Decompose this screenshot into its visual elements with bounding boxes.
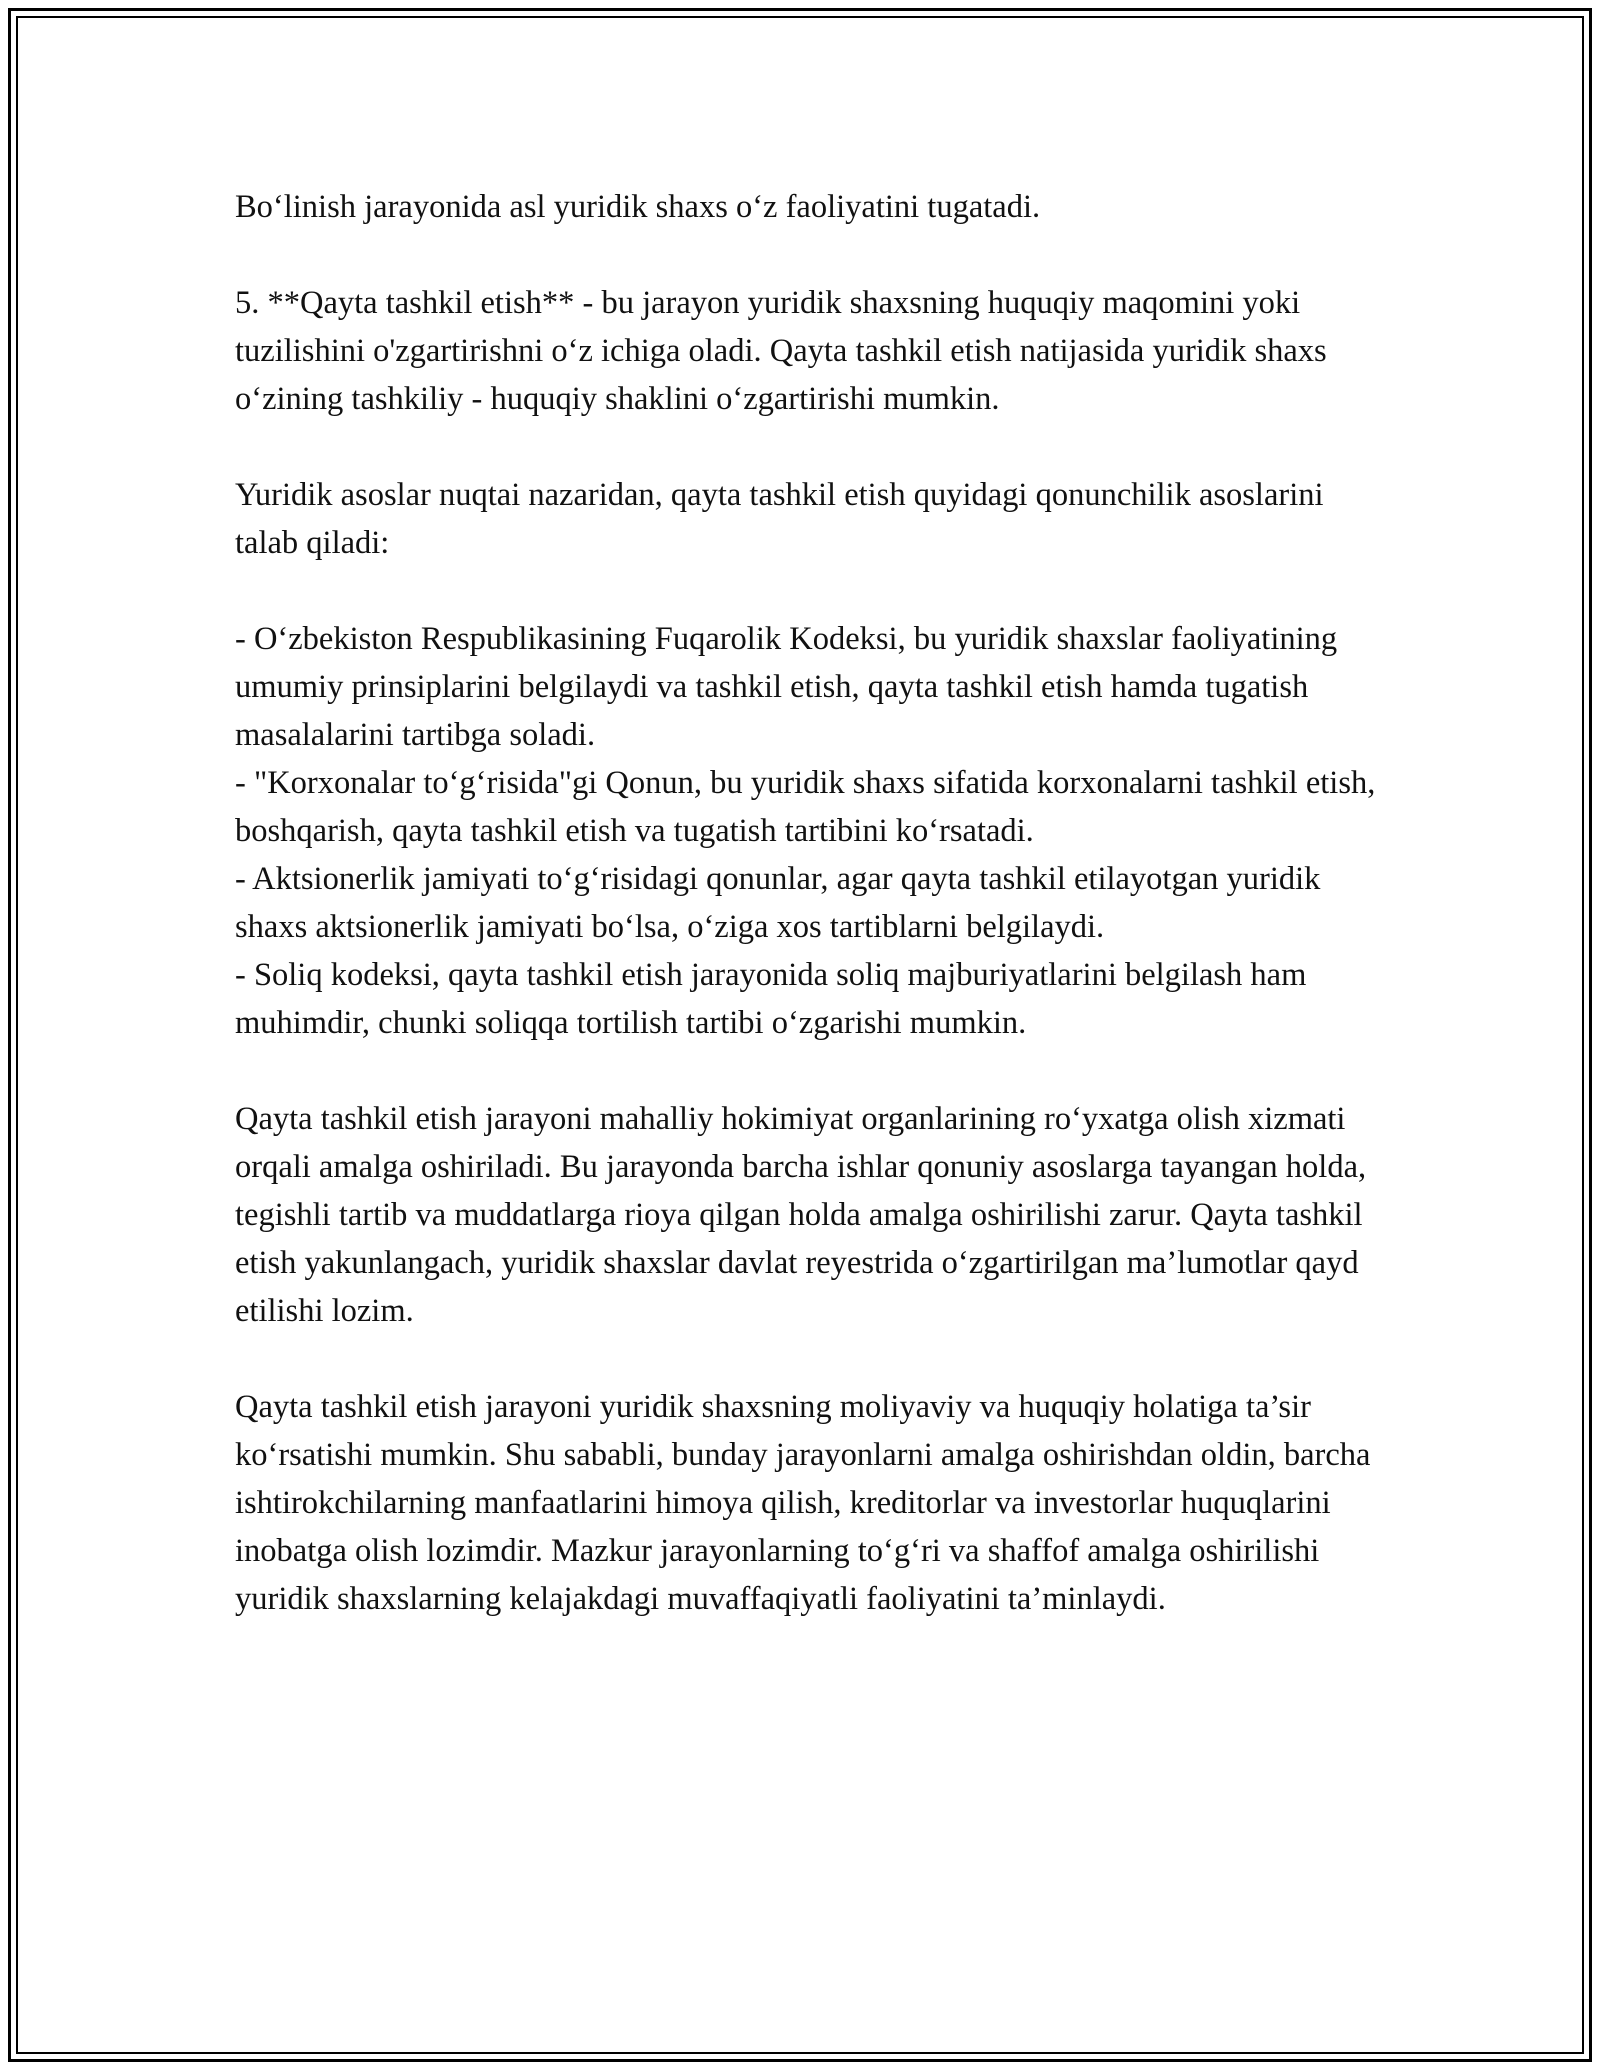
paragraph-reorganization-definition: 5. **Qayta tashkil etish** - bu jarayon yuridik shaxsning huquqiy maqomini yoki tuzilishini o'zgartirishni o‘z ichiga oladi. Qayta tashkil etish natijasida yuridik shaxs o‘zining tashkiliy - huquqiy shaklini o‘zgartirishi mumkin. [235, 285, 1335, 417]
legal-basis-list: - O‘zbekiston Respublikasining Fuqarolik Kodeksi, bu yuridik shaxslar faoliyatining umumiy prinsiplarini belgilaydi va tashkil etish, qayta tashkil etish hamda tugatish masalalarini tartibga soladi. - "Korxonalar to‘g‘risida"gi Qonun, bu yuridik shaxs sifatida korxonalarni tashkil etish, boshqarish, qayta tashkil etish va tugatish tartibini ko‘rsatadi. - Aktsionerlik jamiyati to‘g‘risidagi qonunlar, agar qayta tashkil etilayotgan yuridik shaxs aktsionerlik jamiyati bo‘lsa, o‘ziga xos tartiblarni belgilaydi. - Soliq kodeksi, qayta tashkil etish jarayonida soliq majburiyatlarini belgilash ham muhimdir, chunki soliqqa tortilish tartibi o‘zgarishi mumkin. [235, 621, 1376, 1041]
document-body [235, 183, 1385, 1623]
paragraph-legal-grounds-intro: Yuridik asoslar nuqtai nazaridan, qayta tashkil etish quyidagi qonunchilik asoslarini talab qiladi: [235, 477, 1332, 561]
paragraph-division-outcome: Bo‘linish jarayonida asl yuridik shaxs o‘z faoliyatini tugatadi. [235, 189, 1041, 225]
paragraph-spacer [235, 231, 1385, 279]
paragraph-spacer [235, 567, 1385, 615]
paragraph-spacer [235, 423, 1385, 471]
paragraph-registration-process: Qayta tashkil etish jarayoni mahalliy hokimiyat organlarining ro‘yxatga olish xizmati orqali amalga oshiriladi. Bu jarayonda barcha ishlar qonuniy asoslarga tayangan holda, tegishli tartib va muddatlarga rioya qilgan holda amalga oshirilishi zarur. Qayta tashkil etish yakunlangach, yuridik shaxslar davlat reyestrida o‘zgartirilgan ma’lumotlar qayd etilishi lozim. [235, 1101, 1375, 1329]
paragraph-spacer [235, 1047, 1385, 1095]
paragraph-financial-impact: Qayta tashkil etish jarayoni yuridik shaxsning moliyaviy va huquqiy holatiga ta’sir ko‘rsatishi mumkin. Shu sababli, bunday jarayonlarni amalga oshirishdan oldin, barcha ishtirokchilarning manfaatlarini himoya qilish, kreditorlar va investorlar huquqlarini inobatga olish lozimdir. Mazkur jarayonlarning to‘g‘ri va shaffof amalga oshirilishi yuridik shaxslarning kelajakdagi muvaffaqiyatli faoliyatini ta’minlaydi. [235, 1389, 1379, 1617]
paragraph-spacer [235, 1335, 1385, 1383]
